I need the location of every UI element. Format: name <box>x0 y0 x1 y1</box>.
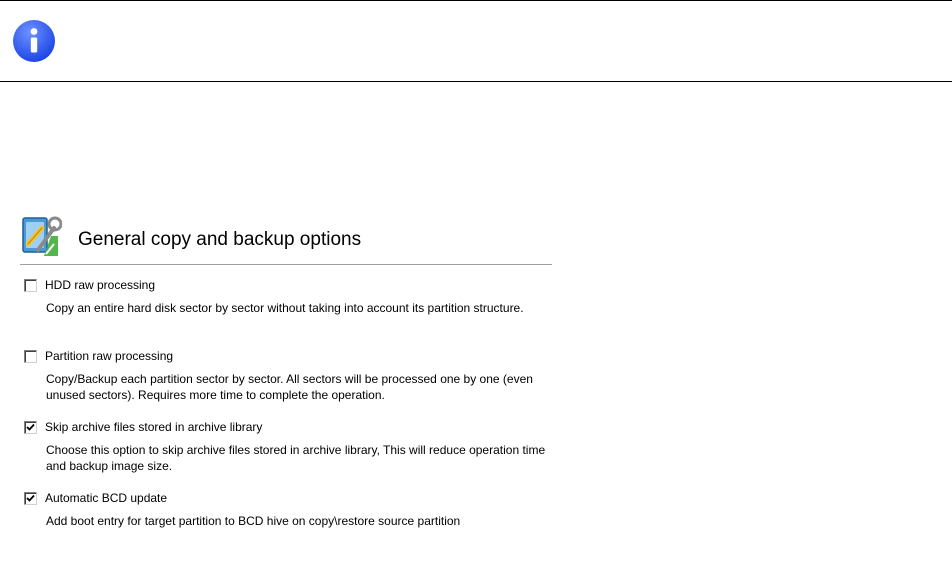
checkmark-icon <box>26 423 35 432</box>
automatic-bcd-update-checkbox-row[interactable] <box>24 490 167 506</box>
hdd-raw-processing-description: Copy an entire hard disk sector by sector without taking into account its partition structure. <box>46 301 524 315</box>
hdd-raw-processing-checkbox[interactable] <box>24 279 37 292</box>
skip-archive-files-checkbox[interactable] <box>24 421 37 434</box>
general-options-panel <box>20 214 552 528</box>
settings-tools-icon <box>20 214 62 258</box>
panel-title: General copy and backup options <box>78 229 362 250</box>
partition-raw-processing-checkbox[interactable] <box>24 350 37 363</box>
info-banner <box>0 0 952 82</box>
options-list <box>20 277 552 561</box>
automatic-bcd-update-label[interactable]: Automatic BCD update <box>45 491 168 505</box>
skip-archive-files-checkbox-row[interactable] <box>24 419 262 435</box>
automatic-bcd-update-description: Add boot entry for target partition to BCD hive on copy\restore source partition <box>46 514 461 528</box>
hdd-raw-processing-label[interactable]: HDD raw processing <box>45 278 156 292</box>
partition-raw-processing-description: Copy/Backup each partition sector by sector. All sectors will be processed one by one (even unused sectors). Requires more time to complete the operation. <box>46 372 533 402</box>
hdd-raw-processing-checkbox-row[interactable] <box>24 277 155 293</box>
partition-raw-processing-label[interactable]: Partition raw processing <box>45 349 174 363</box>
automatic-bcd-update-checkbox[interactable] <box>24 492 37 505</box>
partition-raw-processing-checkbox-row[interactable] <box>24 348 173 364</box>
option-hdd-raw-processing <box>20 277 552 348</box>
option-partition-raw-processing <box>20 348 552 419</box>
option-skip-archive-files <box>20 419 552 490</box>
panel-header <box>20 214 552 265</box>
option-automatic-bcd-update <box>20 490 552 561</box>
skip-archive-files-label[interactable]: Skip archive files stored in archive library <box>45 420 263 434</box>
info-icon <box>12 19 56 63</box>
checkmark-icon <box>26 494 35 503</box>
skip-archive-files-description: Choose this option to skip archive files stored in archive library, This will reduce operation time and backup image size. <box>46 443 546 473</box>
